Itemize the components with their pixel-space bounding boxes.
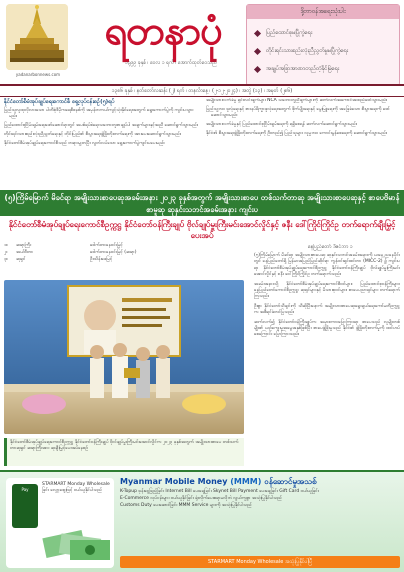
- diamond-bullet-icon: [254, 29, 261, 36]
- caption-role: ဆုရှင်: [16, 257, 26, 262]
- masthead: [0, 0, 404, 96]
- ad-title: [120, 476, 400, 488]
- phone-label: Pay: [21, 487, 29, 492]
- caption-name: ဒေါက်တာနေဝင်းမြင့်: [90, 243, 123, 248]
- caption-name: ဦးသိန်းဖေမြင့်: [90, 257, 113, 262]
- award-ceremony-image: [4, 280, 244, 434]
- newspaper-logo: [6, 4, 68, 70]
- pagoda-icon: [6, 4, 68, 70]
- ad-left-text: STARMART Monday Wholesale ခြင်း လျှော့စျေးဖြင့် ဝယ်ယူနိုင်ပါသည်: [42, 482, 110, 493]
- paragraph: အမျိုးသားလက်ခံမှု ရှင်းလင်းချက်များ NCA သဘောတူညီချက်များကို ဆက်လက်အကောင်အထည်ဖော်သွားမည်။: [206, 98, 388, 103]
- diamond-bullet-icon: [254, 65, 261, 72]
- ad-title-mm: ဝန်ဆောင်မှုအသစ်: [264, 477, 317, 486]
- article-dateline: နေပြည်တော် ဒီဇင်ဘာ ၁: [308, 244, 353, 250]
- ad-line: E-Commerce လုပ်ငန်းများ ဝယ်ယူနိုင်ခြင်း ရုံးလိုက်ပေးစရာမလိုဘဲ လွယ်ကူစွာ အသုံးပြုနိုင်ပါသည်: [120, 496, 282, 501]
- phone-icon: [12, 484, 38, 528]
- article-paragraph: ဦးစွာ နိုင်ငံတော်သီချင်းကို သီဆိုပြီးနောက် အမျိုးသားစာပေဆုရွေးချယ်ရေးကော်မတီဥက္ကဋ္ဌက အစီရင်ခံတင်ပြသည်။: [254, 303, 400, 316]
- banknotes-icon: [42, 524, 112, 564]
- motto-item: [255, 29, 395, 37]
- motto-heading: ဒို့တာဝန်အရေးသုံးပါး: [247, 5, 399, 19]
- ad-title-en: Myanmar Mobile Money: [120, 477, 228, 486]
- motto-item-text: ပြည်ထောင်စုမပြိုကွဲရေး: [266, 30, 313, 36]
- issue-info: ၁၃၉၉ ခုနှစ် ၊ ဝေလ ၁ ရက် ၊ အောက်ထုတ်ဝေသည်: [125, 60, 217, 66]
- paragraph: အမျိုးသားလက်ခံမှုနှင့် ပြည်ထောင်စုငြိမ်းချမ်းရေးကို ရရှိစေရန် ဆက်လက်ဆောင်ရွက်သွားမည်။: [206, 122, 358, 127]
- motto-item-text: အချုပ်အခြာအာဏာတည်တံ့ခိုင်မြဲရေး: [266, 66, 340, 72]
- ad-right-panel: [120, 476, 400, 509]
- ad-left-panel: [6, 478, 114, 568]
- article-paragraph: အခမ်းအနားသို့ နိုင်ငံတော်စီမံအုပ်ချုပ်ရေးကောင်စီဝင်များ၊ ပြည်ထောင်စုဝန်ကြီးများ၊ နေပြည်တော်ကောင်စီဥက္ကဋ္ဌ၊ ဆုရှင်များနှင့် မိသားစုဝင်များ၊ စာပေပညာရှင်များ တက်ရောက်ကြသည်။: [254, 281, 400, 300]
- bullet-text: တိုင်းရင်းသားစည်းလုံးညီညွတ်ရေးနှင့် တိုင်းပြည်၏ စီးပွားရေးဖွံ့ဖြိုးတိုးတက်ရေးကို အားပေးဆောင်ရွက်သွားမည်။: [4, 132, 182, 137]
- article-paragraph: (၅)ကြိမ်မြောက် မိခင်ရာ အမျိုးသားစာပေဆု ဆုနှင်းသဘင်အခမ်းအနားကို ယနေ့ ညနေပိုင်းတွင် နေပြည်တော်ရှိ မြန်မာအပြည်ပြည်ဆိုင်ရာ ကွန်ဗင်းရှင်းစင်တာ (MICC-2) ၌ ကျင်းပရာ နိုင်ငံတော်စီမံအုပ်ချုပ်ရေးကောင်စီဥက္ကဋ္ဌ နိုင်ငံတော်ဝန်ကြီးချုပ် ဗိုလ်ချုပ်မှူးကြီးမင်းအောင်လှိုင်နှင့် ဇနီး ဒေါ်ကြိုင်ကြိုင်ဥ တက်ရောက်သည်။: [254, 253, 400, 278]
- bullet-text: နိုင်ငံတော်စီမံအုပ်ချုပ်ရေးကောင်စီသည် တရားမျှတပြီး လွတ်လပ်သော ရွေးကောက်ပွဲကျင်းပပေးမည်။: [4, 141, 165, 146]
- headline-banner: (၅)ကြိမ်မြောက် မိခင်ရာ အမျိုးသားစာပေဆုအခမ်းအနား ၂၀၂၃ ခုနှစ်အတွက် အမျိုးသားစာပေ တစ်သက်တာဆု အမျိုးသားစာပေဆုနှင့် စာပေဗိမာန်စာမူဆု ဆုနှင်းသဘင်အခမ်းအနား ကျင်းပ: [0, 190, 404, 216]
- bullet-text: ပြည်သူလူထုလိုလားသော ပါတီစုံဒီမိုကရေစီစနစ်ကို အမှန်တကယ်ကျင့်သုံးနိုင်ရေးအတွက် ရွေးကောက်ပွဲကို ကျင်းပသွားမည်။: [4, 108, 194, 119]
- motto-item: [255, 47, 395, 55]
- article-column: [254, 244, 400, 468]
- newspaper-title: ရတနာပုံ: [104, 7, 222, 54]
- paragraph: နိုင်ငံ၏ စီးပွားရေးဖွံ့ဖြိုးတိုးတက်ရေးကို ဦးတည်၍ ပြည်သူများ လူမှုဘဝ ကောင်းမွန်စေရေးကို ဆောင်ရွက်သွားမည်။: [206, 131, 388, 136]
- dateline: ၁၃၈၆ ခုနှစ် ၊ နတ်တော်လဆန်း (၂) ရက် ၊ တနင်္လာနေ့ ၊ (၂-၁၂-၂၀၂၄) ၊ အတွဲ (၁၃) ၊ အမှတ် (၂၈၆): [0, 84, 404, 97]
- ad-footer-bar: STARMART Monday Wholesale အသုံးပြုနိုင်ပါပြီ: [120, 556, 400, 568]
- caption-row: [4, 256, 244, 263]
- caption-number: ၁။: [4, 243, 8, 248]
- article-paragraph: ဆက်လက်၍ နိုင်ငံတော်ဝန်ကြီးချုပ်က အမှာစကားပြောကြားရာ စာပေသည် လူမျိုးတစ်မျိုး၏ ယဉ်ကျေးမှုအမွေအနှစ်ဖြစ်ပြီး စာပေဖွံ့ဖြိုးမှုသည် နိုင်ငံ၏ ဖွံ့ဖြိုးတိုးတက်မှုကို ထင်ဟပ်စေကြောင်း ပြောကြားသည်။: [254, 319, 400, 338]
- headline-subhead: နိုင်ငံတော်စီမံအုပ်ချုပ်ရေးကောင်စီဥက္ကဋ္ဌ နိုင်ငံတော်ဝန်ကြီးချုပ် ဗိုလ်ချုပ်မှူးကြီးမင်းအောင်လှိုင်နှင့် ဇနီး ဒေါ်ကြိုင်ကြိုင်ဥ တက်ရောက်ချီးမြှင့်ပေးအပ်: [8, 220, 396, 240]
- ad-line: K-Topup ဖုန်းငွေဖြည့်ခြင်း Internet Bill ပေးချေခြင်း Skynet Bill Payment ပေးချေခြင်း Gift Card ဝယ်ယူခြင်း: [120, 489, 319, 494]
- diamond-bullet-icon: [254, 47, 261, 54]
- motto-box: [246, 4, 400, 86]
- caption-number: ၃။: [4, 257, 8, 262]
- photo-caption: နိုင်ငံတော်စီမံအုပ်ချုပ်ရေးကောင်စီဥက္ကဋ္ဌ နိုင်ငံတော်ဝန်ကြီးချုပ် ဗိုလ်ချုပ်မှူးကြီးမင်းအောင်လှိုင်က ၂၀၂၃ ခုနှစ်အတွက် အမျိုးသားစာပေ တစ်သက်တာဆုရှင် ဆရာကြီးအား ဆုချီးမြှင့်ပေးအပ်နေစဉ်: [4, 438, 244, 466]
- ad-title-abbr: (MMM): [230, 477, 262, 486]
- caption-number: ၂။: [4, 250, 8, 255]
- caption-name: ဒေါက်တာနေဝင်းမြင့် (ဆရာ): [90, 250, 137, 255]
- ad-line: Customs Duty ပေးဆောင်ခြင်း MMM Service များကို အသုံးပြုနိုင်ပါသည်: [120, 503, 252, 508]
- caption-row: [4, 242, 244, 249]
- caption-role: အယ်ဒီတာ: [16, 250, 34, 255]
- motto-item: [255, 65, 395, 73]
- caption-role: ဆရာကြီး: [16, 243, 32, 248]
- site-url: yadanarbonnews.com: [15, 72, 61, 77]
- paragraph: ပြည်သူ့ဘဝ ဖူလုံရေးနှင့် စားနပ်ရိက္ခာဖူလုံရေးအတွက် စိုက်ပျိုးရေးနှင့် မွေးမြူရေးကို အခြေခံသော စီးပွားရေးကို ဖော်ဆောင်သွားမည်။: [206, 107, 390, 118]
- advertisement: [0, 470, 404, 572]
- mid-column: [206, 98, 400, 188]
- column-heading: နိုင်ငံတော်စီမံအုပ်ချုပ်ရေးကောင်စီ ရှေ့လုပ်ငန်းစဉ်(၅)ရပ်: [4, 99, 115, 105]
- left-column: [4, 98, 200, 188]
- caption-row: [4, 249, 244, 256]
- ceremony-photo: [4, 280, 244, 434]
- motto-item-text: တိုင်းရင်းသားစည်းလုံးညီညွတ်မှုမပြိုကွဲရေး: [266, 48, 349, 54]
- bullet-text: ပြည်ထောင်စုငြိမ်းချမ်းရေးဖော်ဆောင်ရာတွင် အပစ်ရပ်စဲရေးသဘောတူစာချုပ်ပါ အချက်များနှင့်အညီ ဆောင်ရွက်သွားမည်။: [4, 123, 199, 128]
